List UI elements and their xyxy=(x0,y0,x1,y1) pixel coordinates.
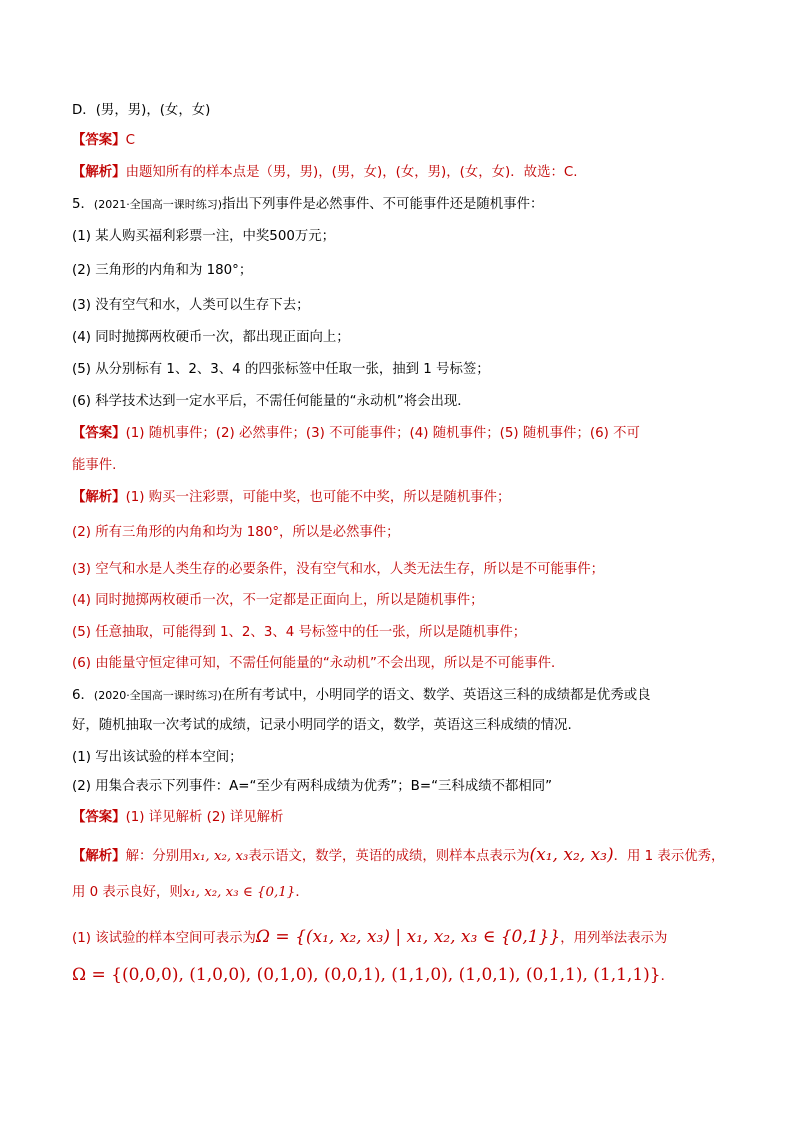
explanation-text: ． xyxy=(660,969,674,984)
answer-text: (1) 随机事件；(2) 必然事件；(3) 不可能事件；(4) 随机事件；(5) 随机事件；(6) 不可 xyxy=(125,426,640,441)
answer-tag: 【答案】 xyxy=(72,426,126,441)
q5-explanation-5: (5) 任意抽取，可能得到 1、2、3、4 号标签中的任一张，所以是随机事件； xyxy=(72,625,527,640)
q5-answer-cont: 能事件. xyxy=(72,458,117,473)
q6-stem-cont: 好，随机抽取一次考试的成绩，记录小明同学的语文，数学，英语这三科成绩的情况. xyxy=(72,718,572,733)
q6-stem xyxy=(72,687,651,705)
q5-source: (2021·全国高一课时练习) xyxy=(93,198,222,211)
q6-answer xyxy=(72,809,283,827)
explanation-text: 表示语文，数学，英语的成绩，则样本点表示为 xyxy=(248,849,530,864)
q6-explanation-2 xyxy=(72,884,309,902)
math-vars: x₁, x₂, x₃ xyxy=(192,849,249,864)
explanation-text: 用 0 表示良好，则 xyxy=(72,885,183,900)
q5-explanation xyxy=(72,489,510,507)
q5-explanation-2: (2) 所有三角形的内角和均为 180°，所以是必然事件； xyxy=(72,525,400,540)
q5-number: 5． xyxy=(72,197,94,212)
explanation-text: 由题知所有的样本点是（男，男)，(男，女)，(女，男)，(女，女)．故选：C. xyxy=(125,165,578,180)
math-tuple: (x₁, x₂, x₃) xyxy=(529,845,614,865)
explanation-text: ．用 1 表示优秀， xyxy=(613,849,725,864)
math-set: x₁, x₂, x₃ ∈ {0,1} xyxy=(182,885,296,900)
math-omega-def: Ω = {(x₁, x₂, x₃) | x₁, x₂, x₃ ∈ {0,1}} xyxy=(255,927,561,947)
q5-item-5: (5) 从分别标有 1、2、3、4 的四张标签中任取一张，抽到 1 号标签； xyxy=(72,362,490,377)
q5-text: 指出下列事件是必然事件、不可能事件还是随机事件： xyxy=(222,197,544,212)
explanation-text: (1) 该试验的样本空间可表示为 xyxy=(72,931,256,946)
q5-answer xyxy=(72,425,640,443)
answer-text: (1) 详见解析 (2) 详见解析 xyxy=(125,810,284,825)
q5-item-4: (4) 同时抛掷两枚硬币一次，都出现正面向上； xyxy=(72,330,350,345)
q6-explanation-4 xyxy=(72,966,674,986)
q4-answer xyxy=(72,132,135,150)
q5-item-2: (2) 三角形的内角和为 180°； xyxy=(72,263,253,278)
explanation-tag: 【解析】 xyxy=(72,849,126,864)
explanation-text: (1) 购买一注彩票，可能中奖，也可能不中奖，所以是随机事件； xyxy=(125,490,511,505)
q4-explanation xyxy=(72,164,577,182)
explanation-text: ，用列举法表示为 xyxy=(560,931,668,946)
q5-explanation-6: (6) 由能量守恒定律可知，不需任何能量的“永动机”不会出现，所以是不可能事件． xyxy=(72,656,565,671)
explanation-text: 解：分别用 xyxy=(125,849,193,864)
q6-number: 6． xyxy=(72,688,94,703)
q5-item-3: (3) 没有空气和水，人类可以生存下去； xyxy=(72,298,310,313)
q6-source: (2020·全国高一课时练习) xyxy=(93,689,222,702)
q6-item-2: (2) 用集合表示下列事件：A=“至少有两科成绩为优秀”；B=“三科成绩不都相同” xyxy=(72,779,553,794)
q6-explanation-3 xyxy=(72,928,667,948)
explanation-tag: 【解析】 xyxy=(72,165,126,180)
q6-text: 在所有考试中，小明同学的语文、数学、英语这三科的成绩都是优秀或良 xyxy=(222,688,651,703)
math-omega-list: Ω = {(0,0,0), (1,0,0), (0,1,0), (0,0,1), (1,1,0), (1,0,1), (0,1,1), (1,1,1)} xyxy=(72,965,661,985)
q5-item-6: (6) 科学技术达到一定水平后，不需任何能量的“永动机”将会出现． xyxy=(72,394,471,409)
q5-stem xyxy=(72,196,543,214)
q6-explanation xyxy=(72,846,724,866)
q5-explanation-3: (3) 空气和水是人类生存的必要条件，没有空气和水，人类无法生存，所以是不可能事件； xyxy=(72,562,605,577)
answer-tag: 【答案】 xyxy=(72,810,126,825)
q5-item-1: (1) 某人购买福利彩票一注，中奖500万元； xyxy=(72,229,336,244)
answer-text: C xyxy=(125,133,135,148)
option-d: D．(男，男)，(女，女) xyxy=(72,103,211,118)
q6-item-1: (1) 写出该试验的样本空间； xyxy=(72,750,243,765)
explanation-tag: 【解析】 xyxy=(72,490,126,505)
answer-tag: 【答案】 xyxy=(72,133,126,148)
q5-explanation-4: (4) 同时抛掷两枚硬币一次，不一定都是正面向上，所以是随机事件； xyxy=(72,593,484,608)
explanation-text: ． xyxy=(295,885,309,900)
